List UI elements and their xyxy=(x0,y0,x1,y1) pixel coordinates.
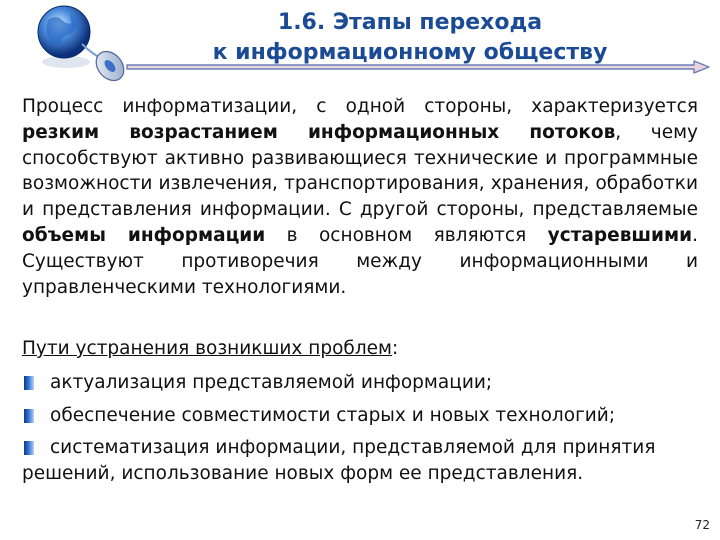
page-number: 72 xyxy=(694,518,710,532)
paragraph-run: . Существуют противоречия между информационными и управленческими технологиями. xyxy=(22,224,698,298)
ways-section xyxy=(22,335,698,486)
ways-heading xyxy=(22,335,698,363)
paragraph-run-bold: устаревшими xyxy=(547,224,693,246)
globe-icon xyxy=(20,0,130,90)
square-bullet-icon xyxy=(24,409,34,423)
square-bullet-icon xyxy=(24,441,34,455)
list-item xyxy=(22,370,698,396)
ways-list xyxy=(22,370,698,486)
slide-title-line-2: к информационному обществу xyxy=(212,40,608,65)
ways-heading-colon: : xyxy=(391,338,399,359)
paragraph-run: в основном являются xyxy=(265,224,548,246)
slide-title xyxy=(170,8,650,68)
square-bullet-icon xyxy=(24,376,34,390)
paragraph-run-bold: резким возрастанием информационных потоков xyxy=(22,121,616,143)
ways-heading-text: Пути устранения возникших проблем xyxy=(22,338,392,359)
globe-mouse-logo xyxy=(20,0,130,90)
list-item-text: актуализация представляемой информации; xyxy=(50,372,493,393)
list-item-text: систематизация информации, представляемой для принятия решений, использование новых форм ее представления. xyxy=(22,437,656,484)
slide-title-line-1: 1.6. Этапы перехода xyxy=(277,10,543,35)
list-item xyxy=(22,403,698,429)
paragraph-run: , чему способствуют активно развивающиеся технические и программные возможности извлечения, транспортирования, хранения, обработки и представления информации. С другой стороны, представляемые xyxy=(22,121,698,221)
arrow-right-icon xyxy=(126,60,710,74)
main-paragraph xyxy=(22,94,698,300)
paragraph-run-bold: объемы информации xyxy=(22,224,266,246)
list-item-text: обеспечение совместимости старых и новых технологий; xyxy=(50,404,616,426)
list-item xyxy=(22,435,698,486)
paragraph-run: Процесс информатизации, с одной стороны, характеризуется xyxy=(22,96,698,117)
